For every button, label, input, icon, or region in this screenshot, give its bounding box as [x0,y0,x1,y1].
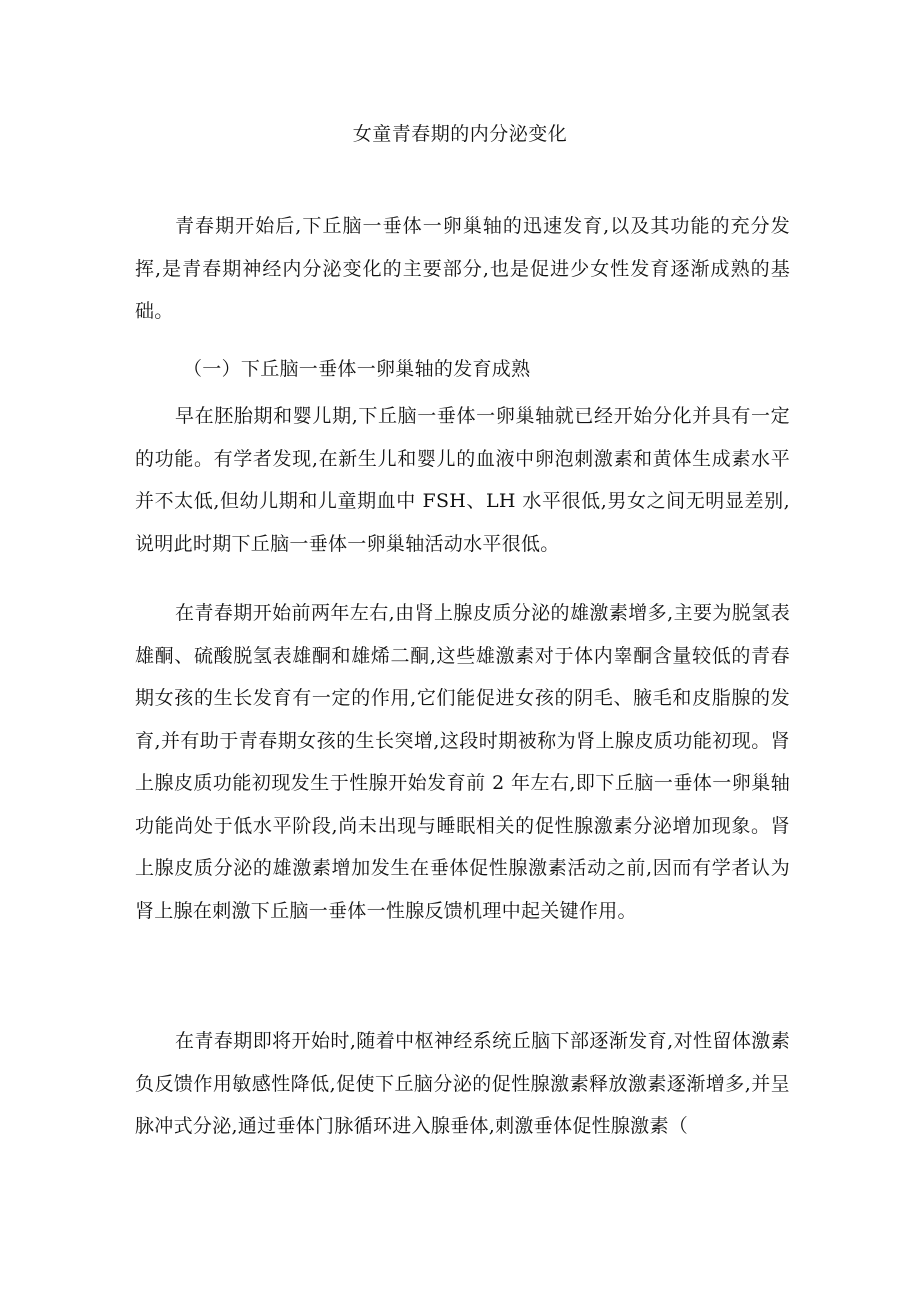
paragraph-adrenarche: 在青春期开始前两年左右,由肾上腺皮质分泌的雄激素增多,主要为脱氢表雄酮、硫酸脱氢表雄酮和雄烯二酮,这些雄激素对于体内睾酮含量较低的青春期女孩的生长发育有一定的作用,它们能促进女孩的阴毛、腋毛和皮脂腺的发育,并有助于青春期女孩的生长突增,这段时期被称为肾上腺皮质功能初现。肾上腺皮质功能初现发生于性腺开始发育前 2 年左右,即下丘脑一垂体一卵巢轴功能尚处于低水平阶段,尚未出现与睡眠相关的促性腺激素分泌增加现象。肾上腺皮质分泌的雄激素增加发生在垂体促性腺激素活动之前,因而有学者认为肾上腺在刺激下丘脑一垂体一性腺反馈机理中起关键作用。 [135,602,790,922]
paragraph-puberty-onset: 在青春期即将开始时,随着中枢神经系统丘脑下部逐渐发育,对性留体激素负反馈作用敏感性降低,促使下丘脑分泌的促性腺激素释放激素逐渐增多,并呈脉冲式分泌,通过垂体门脉循环进入腺垂体,刺激垂体促性腺激素（ [135,1030,790,1137]
paragraph-intro: 青春期开始后,下丘脑一垂体一卵巢轴的迅速发育,以及其功能的充分发挥,是青春期神经内分泌变化的主要部分,也是促进少女性发育逐渐成熟的基础。 [135,215,790,322]
document-title: 女童青春期的内分泌变化 [352,123,568,145]
paragraph-embryonic-stage: 早在胚胎期和婴儿期,下丘脑一垂体一卵巢轴就已经开始分化并具有一定的功能。有学者发现,在新生儿和婴儿的血液中卵泡刺激素和黄体生成素水平并不太低,但幼儿期和儿童期血中 FSH、LH 水平很低,男女之间无明显差别,说明此时期下丘脑一垂体一卵巢轴活动水平很低。 [135,405,790,555]
section-heading: （一）下丘脑一垂体一卵巢轴的发育成熟 [183,358,531,380]
